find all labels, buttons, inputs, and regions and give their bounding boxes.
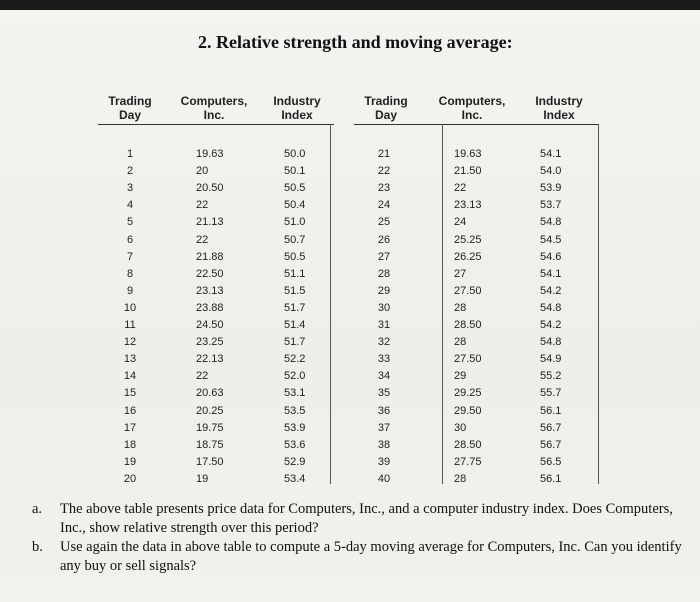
industry-index-cell: 56.1 bbox=[540, 472, 562, 485]
industry-index-cell: 56.7 bbox=[540, 421, 562, 434]
question-text: Use again the data in above table to compute a 5-day moving average for Computers, Inc. Can you identify any buy or sell signals? bbox=[60, 539, 682, 574]
trading-day-cell: 19 bbox=[123, 455, 137, 468]
computers-price-cell: 28.50 bbox=[454, 438, 482, 451]
industry-index-cell: 53.4 bbox=[284, 472, 306, 485]
trading-day-cell: 9 bbox=[126, 284, 134, 297]
trading-day-cell: 17 bbox=[123, 421, 137, 434]
trading-day-cell: 20 bbox=[123, 472, 137, 485]
trading-day-cell: 13 bbox=[123, 353, 137, 366]
industry-index-cell: 55.2 bbox=[540, 370, 562, 383]
right-data-table bbox=[354, 94, 602, 484]
industry-index-cell: 54.8 bbox=[540, 336, 562, 349]
computers-price-cell: 20.50 bbox=[196, 182, 224, 195]
industry-index-cell: 50.5 bbox=[284, 182, 306, 195]
industry-index-cell: 53.1 bbox=[284, 387, 306, 400]
column-divider bbox=[442, 124, 443, 484]
industry-index-cell: 54.9 bbox=[540, 353, 562, 366]
trading-day-cell: 22 bbox=[377, 165, 391, 178]
computers-price-cell: 28 bbox=[454, 336, 467, 349]
industry-index-cell: 56.1 bbox=[540, 404, 562, 417]
trading-day-cell: 7 bbox=[126, 250, 134, 263]
trading-day-cell: 40 bbox=[377, 472, 391, 485]
header-rule bbox=[354, 124, 598, 125]
industry-index-cell: 54.5 bbox=[540, 233, 562, 246]
industry-index-cell: 50.1 bbox=[284, 165, 306, 178]
trading-day-cell: 23 bbox=[377, 182, 391, 195]
trading-day-cell: 33 bbox=[377, 353, 391, 366]
computers-price-cell: 27.50 bbox=[454, 284, 482, 297]
trading-day-cell: 29 bbox=[377, 284, 391, 297]
computers-price-cell: 22 bbox=[196, 233, 209, 246]
industry-index-cell: 54.2 bbox=[540, 319, 562, 331]
computers-price-cell: 20 bbox=[196, 165, 209, 178]
industry-index-cell: 55.7 bbox=[540, 387, 562, 400]
trading-day-cell: 25 bbox=[377, 216, 391, 229]
computers-price-cell: 27 bbox=[454, 267, 467, 280]
computers-price-cell: 29 bbox=[454, 370, 467, 383]
problem-title: 2. Relative strength and moving average: bbox=[198, 32, 513, 52]
industry-index-cell: 56.5 bbox=[540, 455, 562, 468]
industry-index-cell: 54.8 bbox=[540, 216, 562, 229]
computers-price-cell: 21.88 bbox=[196, 250, 224, 263]
question-letter: b. bbox=[32, 539, 43, 555]
trading-day-cell: 24 bbox=[377, 199, 391, 212]
industry-index-cell: 50.0 bbox=[284, 148, 306, 160]
computers-price-cell: 19.63 bbox=[454, 148, 482, 160]
trading-day-cell: 39 bbox=[377, 455, 391, 468]
industry-index-cell: 51.1 bbox=[284, 267, 306, 280]
industry-index-cell: 52.2 bbox=[284, 353, 306, 366]
industry-index-cell: 54.1 bbox=[540, 267, 562, 280]
computers-price-cell: 23.13 bbox=[454, 199, 482, 212]
trading-day-cell: 6 bbox=[126, 233, 134, 246]
industry-index-cell: 56.7 bbox=[540, 438, 562, 451]
industry-index-cell: 51.4 bbox=[284, 319, 306, 331]
trading-day-cell: 34 bbox=[377, 370, 391, 383]
industry-index-cell: 53.5 bbox=[284, 404, 306, 417]
trading-day-cell: 16 bbox=[123, 404, 137, 417]
computers-price-cell: 21.50 bbox=[454, 165, 482, 178]
questions-list bbox=[30, 500, 690, 576]
trading-day-cell: 4 bbox=[126, 199, 134, 212]
left-data-table bbox=[94, 94, 334, 484]
industry-index-cell: 52.0 bbox=[284, 370, 306, 383]
trading-day-cell: 15 bbox=[123, 387, 137, 400]
trading-day-cell: 5 bbox=[126, 216, 134, 229]
computers-price-cell: 21.13 bbox=[196, 216, 224, 229]
trading-day-cell: 37 bbox=[377, 421, 391, 434]
industry-index-cell: 54.6 bbox=[540, 250, 562, 263]
industry-index-cell: 54.1 bbox=[540, 148, 562, 160]
computers-price-cell: 20.25 bbox=[196, 404, 224, 417]
computers-price-cell: 28 bbox=[454, 301, 467, 314]
trading-day-cell: 35 bbox=[377, 387, 391, 400]
trading-day-cell: 10 bbox=[123, 301, 137, 314]
trading-day-cell: 27 bbox=[377, 250, 391, 263]
computers-price-cell: 22.13 bbox=[196, 353, 224, 366]
industry-index-cell: 53.9 bbox=[540, 182, 562, 195]
industry-index-cell: 51.5 bbox=[284, 284, 306, 297]
industry-index-cell: 53.6 bbox=[284, 438, 306, 451]
trading-day-cell: 31 bbox=[377, 319, 391, 331]
computers-price-cell: 19.75 bbox=[196, 421, 224, 434]
computers-price-cell: 17.50 bbox=[196, 455, 224, 468]
trading-day-cell: 28 bbox=[377, 267, 391, 280]
trading-day-cell: 21 bbox=[377, 148, 391, 160]
trading-day-cell: 18 bbox=[123, 438, 137, 451]
header-computers-inc: Computers, Inc. bbox=[180, 94, 248, 122]
header-industry-index: Industry Index bbox=[273, 94, 321, 122]
computers-price-cell: 30 bbox=[454, 421, 467, 434]
computers-price-cell: 23.13 bbox=[196, 284, 224, 297]
industry-index-cell: 54.2 bbox=[540, 284, 562, 297]
computers-price-cell: 29.50 bbox=[454, 404, 482, 417]
industry-index-cell: 53.7 bbox=[540, 199, 562, 212]
computers-price-cell: 24 bbox=[454, 216, 467, 229]
computers-price-cell: 23.25 bbox=[196, 336, 224, 349]
trading-day-cell: 3 bbox=[126, 182, 134, 195]
trading-day-cell: 2 bbox=[126, 165, 134, 178]
trading-day-cell: 38 bbox=[377, 438, 391, 451]
trading-day-cell: 36 bbox=[377, 404, 391, 417]
trading-day-cell: 14 bbox=[123, 370, 137, 383]
trading-day-cell: 26 bbox=[377, 233, 391, 246]
computers-price-cell: 24.50 bbox=[196, 319, 224, 331]
computers-price-cell: 22.50 bbox=[196, 267, 224, 280]
computers-price-cell: 28 bbox=[454, 472, 467, 485]
trading-day-cell: 30 bbox=[377, 301, 391, 314]
question-text: The above table presents price data for Computers, Inc., and a computer industry index. Does Computers, Inc., show relative strength over this period? bbox=[60, 501, 673, 536]
question-a bbox=[30, 500, 690, 538]
computers-price-cell: 27.50 bbox=[454, 353, 482, 366]
header-computers-inc: Computers, Inc. bbox=[438, 94, 506, 122]
trading-day-cell: 1 bbox=[126, 148, 134, 160]
question-b bbox=[30, 538, 690, 576]
header-rule bbox=[98, 124, 334, 125]
computers-price-cell: 22 bbox=[196, 370, 209, 383]
trading-day-cell: 32 bbox=[377, 336, 391, 349]
computers-price-cell: 22 bbox=[196, 199, 209, 212]
worksheet-page bbox=[0, 10, 700, 602]
computers-price-cell: 26.25 bbox=[454, 250, 482, 263]
computers-price-cell: 20.63 bbox=[196, 387, 224, 400]
industry-index-cell: 50.4 bbox=[284, 199, 306, 212]
question-letter: a. bbox=[32, 501, 43, 517]
computers-price-cell: 28.50 bbox=[454, 319, 482, 331]
industry-index-cell: 53.9 bbox=[284, 421, 306, 434]
header-trading-day: Trading Day bbox=[108, 94, 152, 122]
computers-price-cell: 19.63 bbox=[196, 148, 224, 160]
computers-price-cell: 18.75 bbox=[196, 438, 224, 451]
computers-price-cell: 29.25 bbox=[454, 387, 482, 400]
industry-index-cell: 54.8 bbox=[540, 301, 562, 314]
computers-price-cell: 23.88 bbox=[196, 301, 224, 314]
header-trading-day: Trading Day bbox=[364, 94, 408, 122]
industry-index-cell: 51.7 bbox=[284, 336, 306, 349]
industry-index-cell: 54.0 bbox=[540, 165, 562, 178]
computers-price-cell: 27.75 bbox=[454, 455, 482, 468]
industry-index-cell: 50.7 bbox=[284, 233, 306, 246]
industry-index-cell: 52.9 bbox=[284, 455, 306, 468]
column-divider bbox=[598, 124, 599, 484]
computers-price-cell: 19 bbox=[196, 472, 209, 485]
industry-index-cell: 51.7 bbox=[284, 301, 306, 314]
computers-price-cell: 22 bbox=[454, 182, 467, 195]
header-industry-index: Industry Index bbox=[535, 94, 583, 122]
industry-index-cell: 51.0 bbox=[284, 216, 306, 229]
trading-day-cell: 12 bbox=[123, 336, 137, 349]
trading-day-cell: 11 bbox=[124, 319, 136, 331]
industry-index-cell: 50.5 bbox=[284, 250, 306, 263]
computers-price-cell: 25.25 bbox=[454, 233, 482, 246]
trading-day-cell: 8 bbox=[126, 267, 134, 280]
